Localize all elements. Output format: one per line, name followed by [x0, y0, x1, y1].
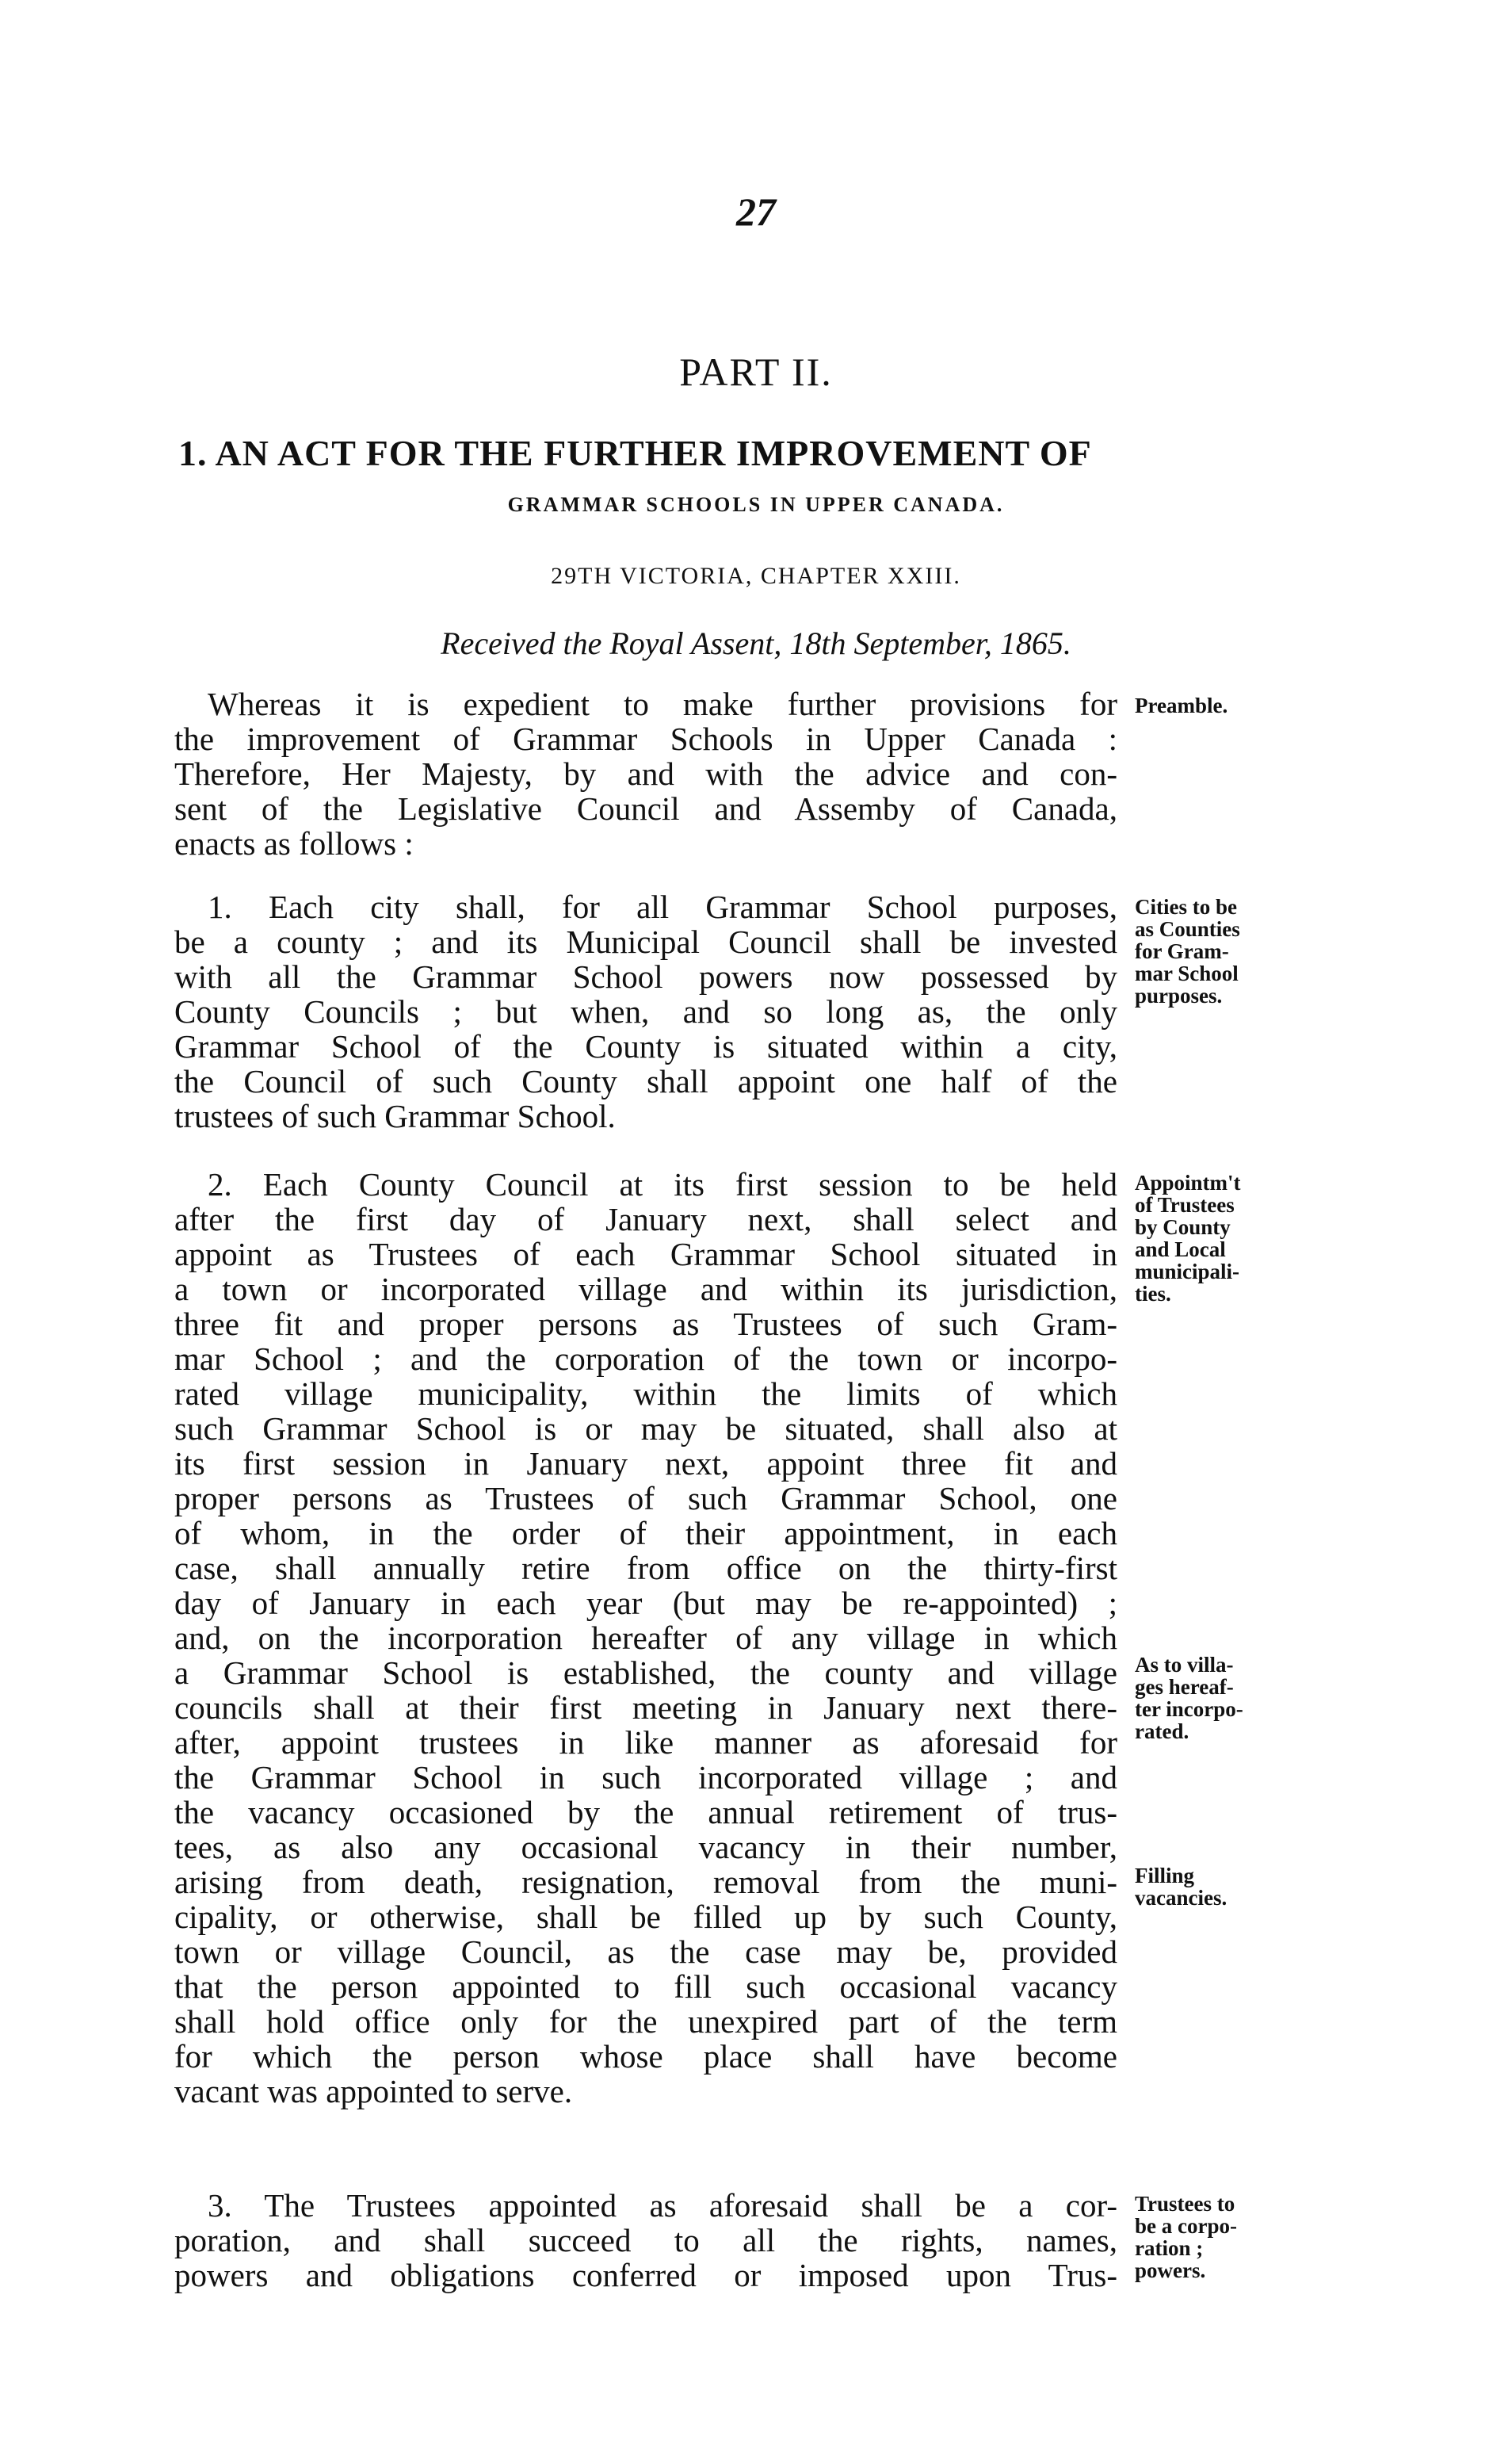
section-1-line: Grammar School of the County is situated within a city,	[174, 1028, 1117, 1065]
preamble-line: enacts as follows :	[174, 825, 414, 862]
margin-note-appointment	[1135, 1172, 1333, 1305]
margin-note-line: Preamble.	[1135, 694, 1228, 717]
margin-note-line: powers.	[1135, 2258, 1206, 2282]
margin-note-line: of Trustees	[1135, 1193, 1235, 1217]
preamble-line: the improvement of Grammar Schools in Upper Canada :	[174, 721, 1117, 757]
assent-line	[0, 625, 1512, 662]
section-2-line: three fit and proper persons as Trustees of such Gram-	[174, 1306, 1117, 1342]
margin-note-line: Appointm't	[1135, 1171, 1241, 1195]
margin-note-line: rated.	[1135, 1719, 1189, 1743]
section-2-line: such Grammar School is or may be situated, shall also at	[174, 1410, 1117, 1447]
section-2-line: councils shall at their first meeting in January next there-	[174, 1689, 1117, 1726]
page-number: 27	[736, 189, 776, 234]
section-2-line: rated village municipality, within the limits of which	[174, 1375, 1117, 1412]
section-3-paragraph	[174, 2188, 1117, 2293]
margin-note-line: mar School	[1135, 962, 1239, 985]
margin-note-line: municipali-	[1135, 1260, 1240, 1283]
section-2-line: 2. Each County Council at its first session to be held	[208, 1166, 1117, 1203]
act-subtitle: GRAMMAR SCHOOLS IN UPPER CANADA.	[507, 493, 1005, 516]
margin-note-line: vacancies.	[1135, 1886, 1228, 1910]
section-2-line: cipality, or otherwise, shall be filled up by such County,	[174, 1899, 1117, 1935]
section-2-line: after, appoint trustees in like manner as aforesaid for	[174, 1724, 1117, 1761]
margin-note-line: As to villa-	[1135, 1653, 1234, 1677]
act-title: 1. AN ACT FOR THE FURTHER IMPROVEMENT OF	[178, 433, 1092, 473]
section-2-line: tees, as also any occasional vacancy in their number,	[174, 1829, 1117, 1865]
section-2-line: after the first day of January next, shall select and	[174, 1201, 1117, 1237]
section-1-line: trustees of such Grammar School.	[174, 1098, 616, 1134]
margin-note-line: be a corpo-	[1135, 2214, 1237, 2238]
section-2-line: a town or incorporated village and within its jurisdiction,	[174, 1271, 1117, 1307]
section-3-line: powers and obligations conferred or imposed upon Trus-	[174, 2257, 1117, 2293]
section-2-line: of whom, in the order of their appointment, in each	[174, 1515, 1117, 1551]
section-2-line: shall hold office only for the unexpired part of the term	[174, 2003, 1117, 2040]
margin-note-villages	[1135, 1654, 1333, 1742]
section-2-line: a Grammar School is established, the county and village	[174, 1654, 1117, 1691]
margin-note-line: by County	[1135, 1215, 1231, 1239]
margin-note-line: for Gram-	[1135, 939, 1229, 963]
section-2-line: and, on the incorporation hereafter of any village in which	[174, 1620, 1117, 1656]
section-2-line: appoint as Trustees of each Grammar School situated in	[174, 1236, 1117, 1272]
section-3-line: 3. The Trustees appointed as aforesaid shall be a cor-	[208, 2187, 1117, 2224]
section-3-line: poration, and shall succeed to all the rights, names,	[174, 2222, 1117, 2258]
margin-note-trustees-corporation	[1135, 2193, 1333, 2281]
section-2-line: that the person appointed to fill such occasional vacancy	[174, 1968, 1117, 2005]
margin-note-preamble	[1135, 694, 1333, 717]
margin-note-line: purposes.	[1135, 984, 1223, 1008]
section-1-line: be a county ; and its Municipal Council shall be invested	[174, 924, 1117, 960]
margin-note-line: and Local	[1135, 1237, 1226, 1261]
section-2-line: the Grammar School in such incorporated village ; and	[174, 1759, 1117, 1795]
margin-note-line: ter incorpo-	[1135, 1697, 1243, 1721]
section-2-line: vacant was appointed to serve.	[174, 2073, 573, 2109]
margin-note-line: ties.	[1135, 1282, 1171, 1306]
margin-note-cities	[1135, 896, 1333, 1007]
section-2-line: its first session in January next, appoint three fit and	[174, 1445, 1117, 1482]
section-1-paragraph	[174, 889, 1117, 1134]
section-1-line: the Council of such County shall appoint one half of the	[174, 1063, 1117, 1099]
preamble-line: sent of the Legislative Council and Assemby of Canada,	[174, 790, 1117, 827]
part-title: PART II.	[679, 350, 833, 394]
section-2-line: arising from death, resignation, removal from the muni-	[174, 1864, 1117, 1900]
section-2-line: the vacancy occasioned by the annual retirement of trus-	[174, 1794, 1117, 1830]
chapter-reference: 29TH VICTORIA, CHAPTER XXIII.	[551, 563, 961, 589]
section-1-line: County Councils ; but when, and so long as, the only	[174, 993, 1117, 1030]
section-2-line: for which the person whose place shall have become	[174, 2038, 1117, 2075]
section-2-line: proper persons as Trustees of such Grammar School, one	[174, 1480, 1117, 1516]
section-2-line: day of January in each year (but may be re-appointed) ;	[174, 1585, 1117, 1621]
section-2-paragraph	[174, 1167, 1117, 2109]
section-1-line: 1. Each city shall, for all Grammar School purposes,	[208, 889, 1117, 925]
section-2-line: case, shall annually retire from office on the thirty-first	[174, 1550, 1117, 1586]
margin-note-line: Cities to be	[1135, 895, 1237, 919]
assent-text: Received the Royal Assent, 18th September, 1865.	[441, 625, 1071, 661]
margin-note-line: Trustees to	[1135, 2192, 1235, 2216]
preamble-line: Whereas it is expedient to make further provisions for	[208, 686, 1117, 722]
section-2-line: mar School ; and the corporation of the town or incorpo-	[174, 1340, 1117, 1377]
preamble-line: Therefore, Her Majesty, by and with the advice and con-	[174, 755, 1117, 792]
section-1-line: with all the Grammar School powers now possessed by	[174, 958, 1117, 995]
margin-note-line: ges hereaf-	[1135, 1675, 1234, 1699]
margin-note-vacancies	[1135, 1864, 1333, 1909]
preamble-paragraph	[174, 686, 1117, 861]
section-2-line: town or village Council, as the case may be, provided	[174, 1933, 1117, 1970]
margin-note-line: as Counties	[1135, 917, 1240, 941]
margin-note-line: ration ;	[1135, 2236, 1204, 2260]
margin-note-line: Filling	[1135, 1864, 1195, 1887]
